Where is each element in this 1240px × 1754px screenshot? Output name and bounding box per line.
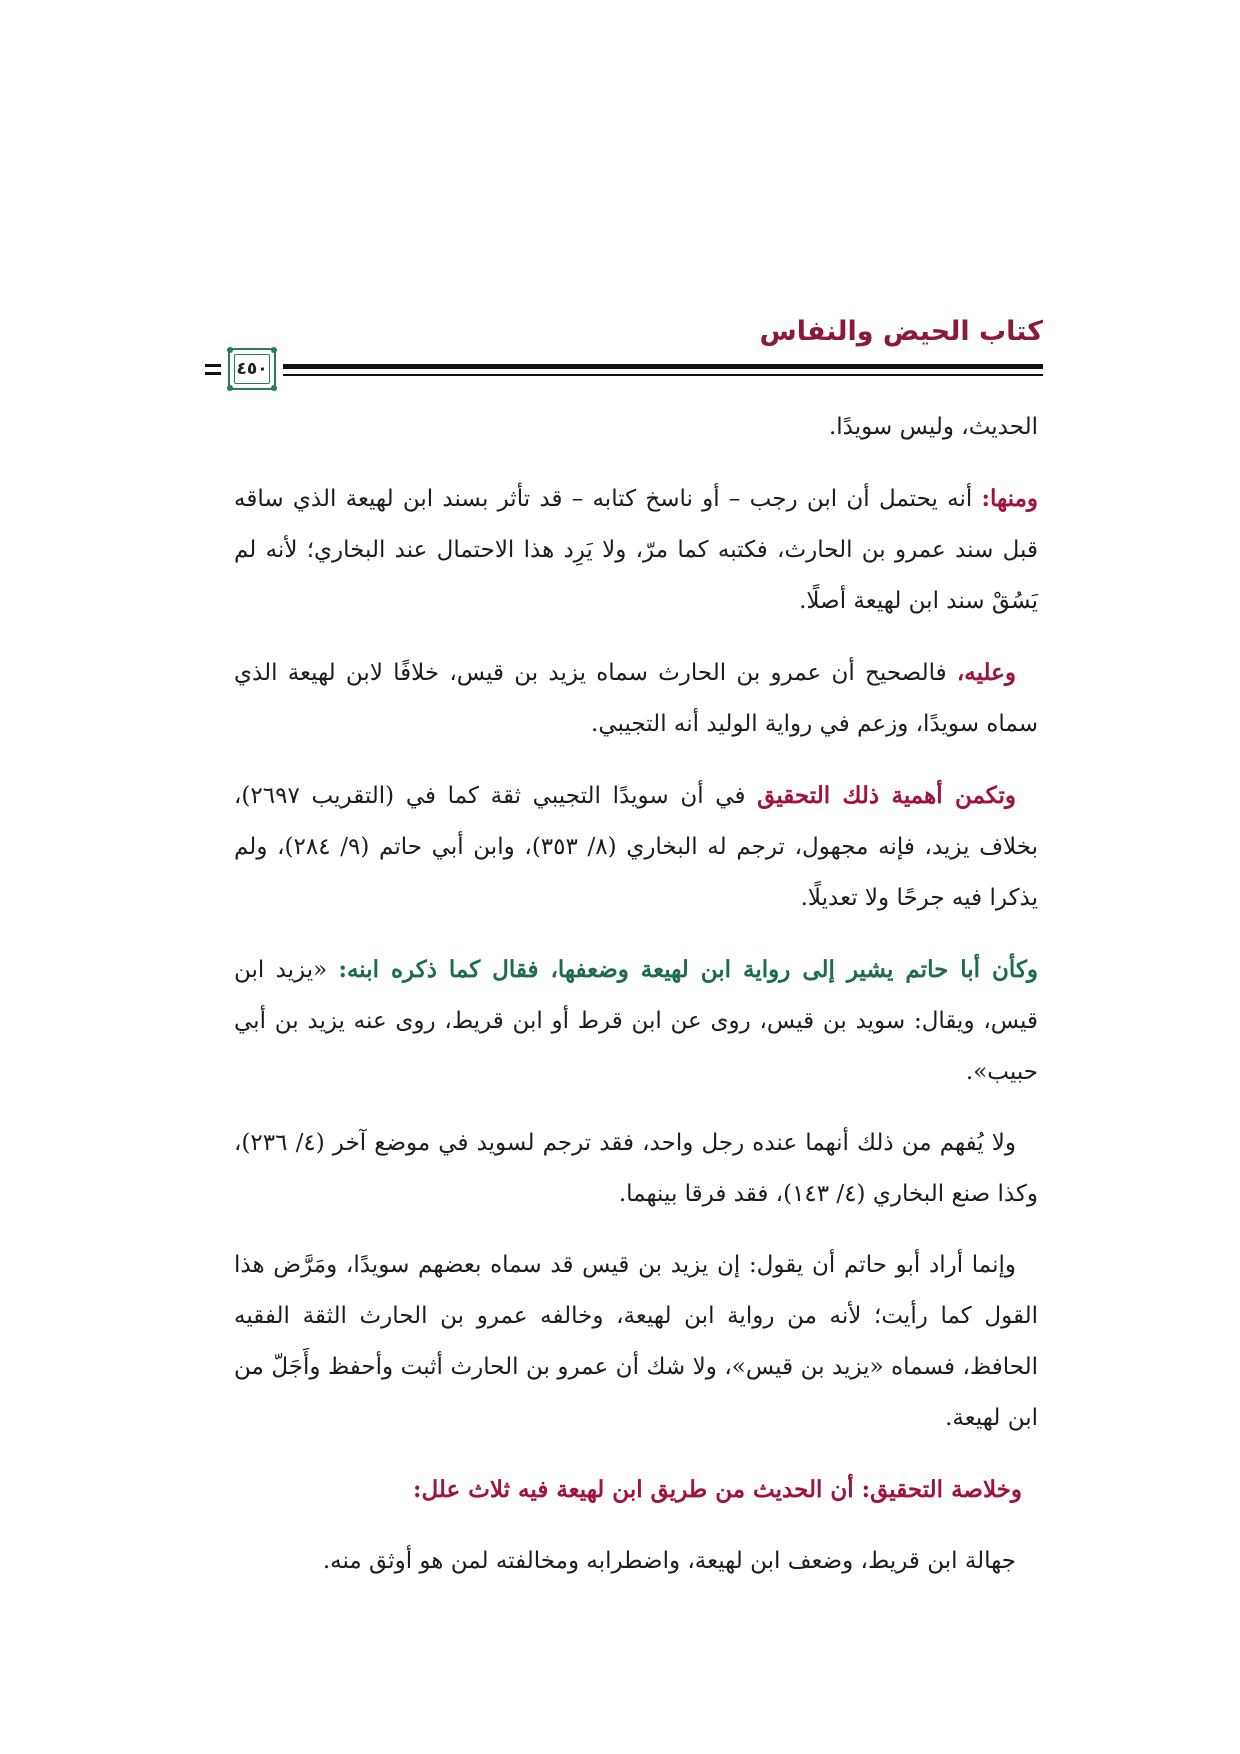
paragraph-importance (234, 770, 1038, 924)
paragraph-text: جهالة ابن قريط، وضعف ابن لهيعة، واضطرابه ومخالفته لمن هو أوثق منه. (322, 1548, 1016, 1574)
header-rule-thick (283, 364, 1043, 369)
page-number-badge (228, 348, 276, 390)
paragraph-abu-hatim (234, 944, 1038, 1098)
paragraph-lead: وتكمن أهمية ذلك التحقيق (757, 782, 1016, 809)
page-number: ٤٥٠ (236, 359, 268, 379)
paragraph-conclusion (234, 647, 1038, 750)
paragraph-possibility (234, 473, 1038, 627)
paragraph-text: ولا يُفهم من ذلك أنهما عنده رجل واحد، فقد ترجم لسويد في موضع آخر (٤/ ٢٣٦)، وكذا صنع البخاري (٤/ ١٤٣)، فقد فرقا بينهما. (234, 1130, 1038, 1207)
paragraph-lead: وكأن أبا حاتم يشير إلى رواية ابن لهيعة وضعفها، فقال كما ذكره ابنه: (338, 956, 1038, 983)
paragraph-text: «يزيد ابن قيس، ويقال: سويد بن قيس، روى عن ابن قرط أو ابن قريط، روى عنه يزيد بن أبي حبيب». (234, 957, 1038, 1085)
paragraph-summary (234, 1536, 1038, 1587)
page-header (205, 316, 1043, 394)
paragraph-text: أنه يحتمل أن ابن رجب – أو ناسخ كتابه – قد تأثر بسند ابن لهيعة الذي ساقه قبل سند عمرو بن الحارث، فكتبه كما مرّ، ولا يَرِد هذا الاحتمال عند البخاري؛ لأنه لم يَسُقْ سند ابن لهيعة أصلًا. (234, 486, 1038, 614)
paragraph-lead: وعليه، (956, 659, 1016, 686)
paragraph-text: في أن سويدًا التجيبي ثقة كما في (التقريب ٢٦٩٧)، بخلاف يزيد، فإنه مجهول، ترجم له البخاري (٨/ ٣٥٣)، وابن أبي حاتم (٩/ ٢٨٤)، ولم يذكرا فيه جرحًا ولا تعديلًا. (234, 783, 1039, 911)
paragraph-lead: ومنها: (981, 485, 1038, 512)
paragraph-summary-heading (234, 1464, 1038, 1516)
header-rule-thin (283, 374, 1043, 376)
paragraph-continuation (234, 402, 1038, 453)
paragraph-distinction (234, 1118, 1038, 1220)
paragraph-text: وإنما أراد أبو حاتم أن يقول: إن يزيد بن قيس قد سماه بعضهم سويدًا، ومَرَّض هذا القول كما رأيت؛ لأنه من رواية ابن لهيعة، وخالفه عمرو بن الحارث الثقة الفقيه الحافظ، فسماه «يزيد بن قيس»، ولا شك أن عمرو بن الحارث أثبت وأحفظ وأَجَلّ من ابن لهيعة. (234, 1252, 1038, 1431)
book-title: كتاب الحيض والنفاس (759, 316, 1043, 347)
paragraph-text: فالصحيح أن عمرو بن الحارث سماه يزيد بن قيس، خلافًا لابن لهيعة الذي سماه سويدًا، وزعم في رواية الوليد أنه التجيبي. (234, 660, 1038, 737)
summary-heading: وخلاصة التحقيق: أن الحديث من طريق ابن لهيعة فيه ثلاث علل: (413, 1476, 1022, 1503)
paragraph-intent (234, 1240, 1038, 1444)
paragraph-text: الحديث، وليس سويدًا. (828, 414, 1038, 440)
page-body (234, 402, 1038, 1607)
header-rule-left-lower (205, 372, 221, 375)
header-rule-left-upper (205, 364, 221, 367)
